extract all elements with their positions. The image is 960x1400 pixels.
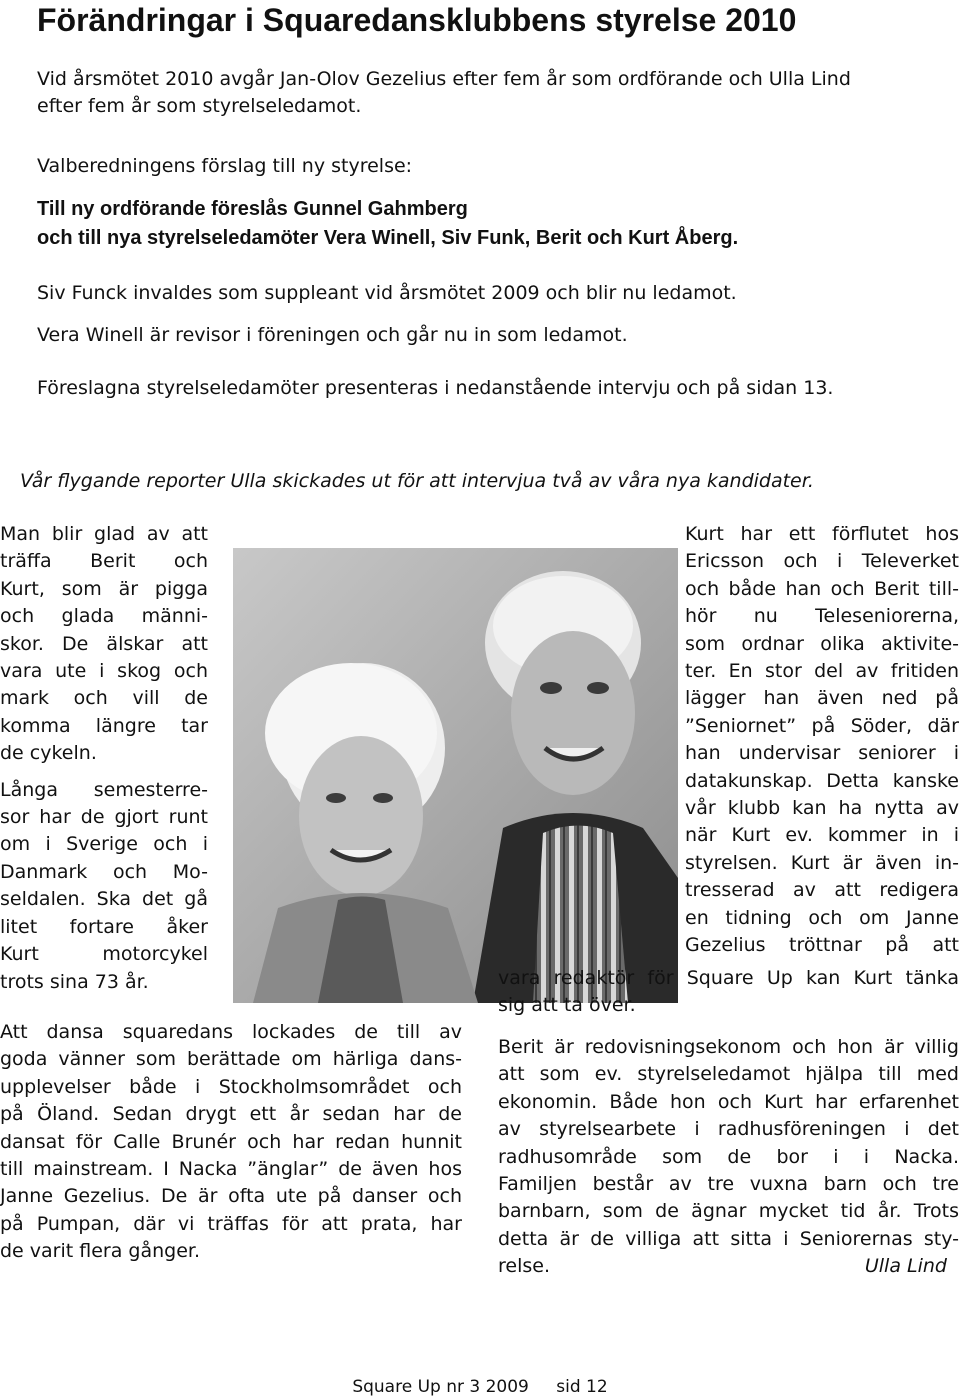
- text-line: komma längre tar: [0, 714, 208, 737]
- text-line: Janne Gezelius. De är ofta ute på danser och: [0, 1185, 462, 1208]
- text-line: trots sina 73 år.: [0, 970, 149, 993]
- text-line: till mainstream. I Nacka ”änglar” de även hos: [0, 1158, 462, 1181]
- siv-note: Siv Funck invaldes som suppleant vid årsmötet 2009 och blir nu ledamot.: [37, 282, 737, 304]
- text-line: upplevelser både i Stockholmsområdet och: [0, 1075, 462, 1098]
- article-title: Förändringar i Squaredansklubbens styrelse 2010: [37, 2, 797, 38]
- left-column: [0, 521, 208, 996]
- text-line: goda vänner som berättade om härliga dans-: [0, 1048, 462, 1071]
- intro-line: Vid årsmötet 2010 avgår Jan-Olov Gezelius efter fem år som ordförande och Ulla Lind: [37, 68, 851, 90]
- presented-note: Föreslagna styrelseledamöter presenteras i nedanstående intervju och på sidan 13.: [37, 377, 834, 399]
- text-line: litet fortare åker: [0, 915, 208, 938]
- vera-note: Vera Winell är revisor i föreningen och går nu in som ledamot.: [37, 324, 628, 346]
- text-line: att som ev. styrelseledamot hjälpa till med: [498, 1063, 959, 1086]
- text-line: ekonomin. Både hon och Kurt har erfarenhet: [498, 1090, 959, 1113]
- text-line: styrelsen. Kurt är även in-: [685, 851, 959, 874]
- text-line: skor. De älskar att: [0, 632, 208, 655]
- couple-photo-drawing: [233, 548, 678, 1003]
- proposal-chair: Till ny ordförande föreslås Gunnel Gahmberg: [37, 198, 468, 220]
- text-line: Gezelius tröttnar på att: [685, 934, 959, 957]
- text-line: och både han och Berit till-: [685, 577, 959, 600]
- bottom-right-text: [498, 1034, 959, 1253]
- closing-word: relse.: [498, 1255, 550, 1278]
- text-line: av styrelsearbete i radhusföreningen i det: [498, 1118, 959, 1141]
- proposal-members: och till nya styrelseledamöter Vera Winell, Siv Funk, Berit och Kurt Åberg.: [37, 227, 739, 249]
- text-line: sor har de gjort runt: [0, 806, 208, 829]
- text-line: Kurt, som är pigga: [0, 577, 208, 600]
- right-column: [685, 521, 959, 960]
- text-line: vara redaktör för Square Up kan Kurt tänka: [498, 967, 959, 989]
- footer-magazine: Square Up nr 3 2009: [352, 1377, 529, 1397]
- text-line: på Öland. Sedan drygt ett år sedan har de: [0, 1103, 462, 1126]
- text-line: mark och vill de: [0, 687, 208, 710]
- author-signature: Ulla Lind: [864, 1255, 947, 1278]
- text-line: vår klubb kan ha nytta av: [685, 797, 959, 820]
- text-line: sig att ta över.: [498, 994, 636, 1017]
- text-line: och glada männi-: [0, 605, 208, 628]
- right-paragraph: [685, 521, 959, 960]
- text-line: vara ute i skog och: [0, 660, 208, 683]
- text-line: på Pumpan, där vi träffas för att prata, har: [0, 1212, 462, 1235]
- left-paragraph-2: [0, 777, 208, 996]
- text-line: dansat för Calle Brunér och har redan hunnit: [0, 1130, 462, 1153]
- text-line: som ordnar olika aktivite-: [685, 632, 959, 655]
- text-line: ”Seniornet” på Söder, där: [685, 714, 959, 737]
- text-line: Långa semesterre-: [0, 778, 208, 801]
- intro-line: efter fem år som styrelseledamot.: [37, 95, 362, 117]
- text-line: Danmark och Mo-: [0, 860, 208, 883]
- text-line: ter. En stor del av fritiden: [685, 660, 959, 683]
- right-column-wide: [498, 965, 959, 1020]
- text-line: detta är de villiga att sitta i Seniorernas sty-: [498, 1227, 959, 1250]
- text-line: Berit är redovisningsekonom och hon är villig: [498, 1036, 959, 1058]
- couple-photo: [233, 548, 678, 1003]
- text-line: datakunskap. Detta kanske: [685, 769, 959, 792]
- text-line: Man blir glad av att: [0, 523, 208, 545]
- reporter-line: Vår flygande reporter Ulla skickades ut för att intervjua två av våra nya kandidater.: [20, 470, 814, 492]
- bottom-right-paragraph: [498, 1034, 959, 1280]
- text-line: när Kurt ev. kommer in i: [685, 824, 959, 847]
- right-paragraph-continued: [498, 965, 959, 1020]
- text-line: lägger han även ned på: [685, 687, 959, 710]
- text-line: Ericsson och i Televerket: [685, 550, 959, 573]
- text-line: tresserad av att redigera: [685, 879, 959, 902]
- intro-paragraph: [37, 66, 937, 120]
- text-line: Kurt har ett förflutet hos: [685, 523, 959, 545]
- text-line: de cykeln.: [0, 742, 97, 765]
- text-line: Att dansa squaredans lockades de till av: [0, 1021, 462, 1043]
- text-line: om i Sverige och i: [0, 833, 208, 856]
- bottom-left-text: [0, 1019, 462, 1266]
- text-line: Kurt motorcykel: [0, 943, 208, 966]
- text-line: barnbarn, som de ägnar mycket tid år. Trots: [498, 1200, 959, 1223]
- proposal-heading: Valberedningens förslag till ny styrelse:: [37, 155, 413, 177]
- text-line: seldalen. Ska det gå: [0, 888, 208, 911]
- text-line: han undervisar seniorer i: [685, 742, 959, 765]
- text-line: hör nu Teleseniorerna,: [685, 605, 959, 628]
- text-line: träffa Berit och: [0, 550, 208, 573]
- text-line: de varit flera gånger.: [0, 1240, 201, 1263]
- text-line: radhusområde som de bor i i Nacka.: [498, 1145, 959, 1168]
- text-line: Familjen består av tre vuxna barn och tre: [498, 1173, 959, 1196]
- text-line: en tidning och om Janne: [685, 906, 959, 929]
- closing-line: [498, 1253, 959, 1280]
- footer-page-number: sid 12: [556, 1377, 608, 1397]
- bottom-left-paragraph: [0, 1019, 462, 1266]
- page-footer: [0, 1376, 960, 1398]
- left-paragraph-1: [0, 521, 208, 768]
